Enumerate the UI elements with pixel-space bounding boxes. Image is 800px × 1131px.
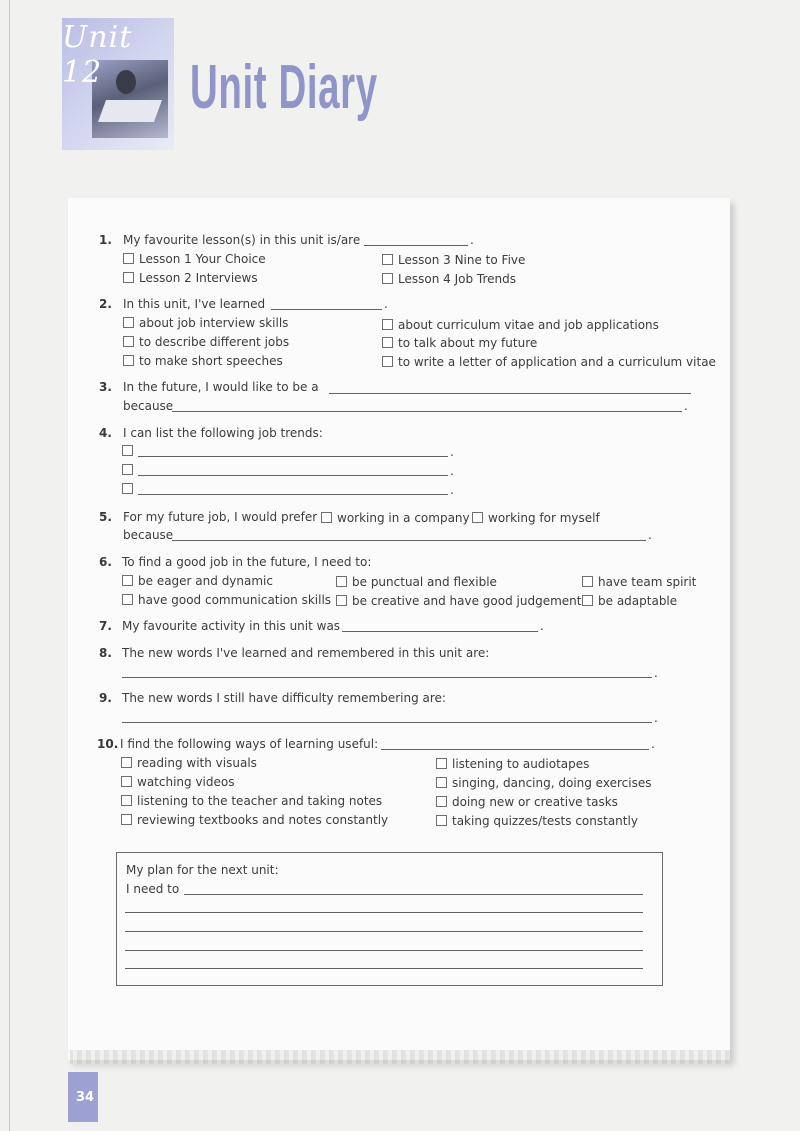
option-label: be punctual and flexible <box>352 575 497 589</box>
checkbox-icon[interactable] <box>336 595 347 606</box>
item-prompt: I find the following ways of learning useful: <box>120 737 379 751</box>
option-label: watching videos <box>137 775 235 789</box>
trend-checkbox[interactable] <box>122 482 138 496</box>
line-end: . <box>450 464 454 478</box>
item-number: 5. <box>99 510 112 524</box>
checkbox-icon[interactable] <box>122 445 133 456</box>
option-checkbox[interactable] <box>122 574 273 588</box>
answer-line[interactable] <box>138 456 448 457</box>
option-label: listening to the teacher and taking notes <box>137 794 383 808</box>
option-label: have good communication skills <box>138 593 332 607</box>
option-checkbox[interactable] <box>436 814 638 828</box>
option-label: doing new or creative tasks <box>452 795 618 809</box>
answer-line[interactable] <box>381 749 649 750</box>
option-checkbox[interactable] <box>382 355 716 369</box>
option-label: have team spirit <box>598 575 697 589</box>
option-label: to talk about my future <box>398 336 538 350</box>
checkbox-icon[interactable] <box>336 576 347 587</box>
answer-line[interactable] <box>329 393 691 394</box>
because-label: because <box>123 399 174 413</box>
line-end: . <box>684 399 688 413</box>
option-checkbox[interactable] <box>382 253 525 267</box>
answer-line[interactable] <box>172 411 682 412</box>
line-end: . <box>540 619 544 633</box>
plan-lead: I need to <box>126 882 180 896</box>
answer-line[interactable] <box>122 677 652 678</box>
option-checkbox[interactable] <box>123 335 289 349</box>
option-label: singing, dancing, doing exercises <box>452 776 652 790</box>
option-checkbox[interactable] <box>121 813 388 827</box>
answer-line[interactable] <box>172 540 646 541</box>
plan-title: My plan for the next unit: <box>126 863 279 877</box>
option-checkbox[interactable] <box>382 336 537 350</box>
item-number: 4. <box>99 426 112 440</box>
option-label: to write a letter of application and a curriculum vitae <box>398 355 716 369</box>
checkbox-icon[interactable] <box>122 575 133 586</box>
checkbox-icon[interactable] <box>382 319 393 330</box>
page-number: 34 <box>76 1090 95 1105</box>
item-number: 2. <box>99 297 112 311</box>
item-number: 6. <box>99 555 112 569</box>
option-checkbox[interactable] <box>122 593 331 607</box>
option-label: listening to audiotapes <box>452 757 590 771</box>
item-prompt: My favourite activity in this unit was <box>122 619 341 633</box>
item-prompt: My favourite lesson(s) in this unit is/are <box>123 233 361 247</box>
option-checkbox[interactable] <box>123 271 258 285</box>
checkbox-icon[interactable] <box>123 336 134 347</box>
plan-line[interactable] <box>125 950 643 951</box>
option-checkbox[interactable] <box>336 594 581 608</box>
answer-line[interactable] <box>271 309 382 310</box>
item-prompt: The new words I've learned and remembered in this unit are: <box>122 646 490 660</box>
because-label: because <box>123 528 174 542</box>
checkbox-icon[interactable] <box>123 253 134 264</box>
checkbox-icon[interactable] <box>121 814 132 825</box>
line-end: . <box>651 737 655 751</box>
checkbox-icon[interactable] <box>122 594 133 605</box>
answer-line[interactable] <box>138 475 448 476</box>
line-end: . <box>654 711 658 725</box>
option-checkbox[interactable] <box>121 775 234 789</box>
plan-line[interactable] <box>184 894 643 895</box>
line-end: . <box>470 233 474 247</box>
item-number: 3. <box>99 380 112 394</box>
option-label: about job interview skills <box>139 316 289 330</box>
option-label: Lesson 1 Your Choice <box>139 252 266 266</box>
item-number: 9. <box>99 691 112 705</box>
item-prompt: For my future job, I would prefer <box>123 510 318 524</box>
option-label: taking quizzes/tests constantly <box>452 814 638 828</box>
checkbox-icon[interactable] <box>382 356 393 367</box>
option-label: working for myself <box>488 511 600 525</box>
item-prompt: In this unit, I've learned <box>123 297 266 311</box>
item-number: 7. <box>99 619 112 633</box>
option-label: Lesson 4 Job Trends <box>398 272 516 286</box>
page-title: Unit Diary <box>190 53 378 122</box>
option-checkbox[interactable] <box>123 354 283 368</box>
line-end: . <box>648 528 652 542</box>
item-prompt: In the future, I would like to be a <box>123 380 319 394</box>
option-checkbox[interactable] <box>121 756 257 770</box>
option-checkbox[interactable] <box>123 252 266 266</box>
option-label: about curriculum vitae and job applications <box>398 318 659 332</box>
option-label: to make short speeches <box>139 354 283 368</box>
option-checkbox[interactable] <box>321 511 470 525</box>
trend-checkbox[interactable] <box>122 463 138 477</box>
checkbox-icon[interactable] <box>382 254 393 265</box>
answer-line[interactable] <box>364 245 468 246</box>
plan-line[interactable] <box>125 968 643 969</box>
checkbox-icon[interactable] <box>121 795 132 806</box>
option-checkbox[interactable] <box>582 594 677 608</box>
checkbox-icon[interactable] <box>121 776 132 787</box>
option-checkbox[interactable] <box>382 318 659 332</box>
option-checkbox[interactable] <box>472 511 600 525</box>
option-checkbox[interactable] <box>121 794 382 808</box>
line-end: . <box>450 483 454 497</box>
checkbox-icon[interactable] <box>436 796 447 807</box>
plan-line[interactable] <box>125 931 643 932</box>
option-label: to describe different jobs <box>139 335 290 349</box>
checkbox-icon[interactable] <box>472 512 483 523</box>
checkbox-icon[interactable] <box>382 273 393 284</box>
item-prompt: I can list the following job trends: <box>123 426 323 440</box>
trend-checkbox[interactable] <box>122 444 138 458</box>
option-label: Lesson 3 Nine to Five <box>398 253 526 267</box>
option-label: be creative and have good judgement <box>352 594 582 608</box>
option-checkbox[interactable] <box>436 795 618 809</box>
checkbox-icon[interactable] <box>382 337 393 348</box>
checkbox-icon[interactable] <box>123 272 134 283</box>
checkbox-icon[interactable] <box>436 758 447 769</box>
plan-line[interactable] <box>125 912 643 913</box>
answer-line[interactable] <box>122 722 652 723</box>
option-label: be adaptable <box>598 594 678 608</box>
item-number: 10. <box>97 737 119 751</box>
option-checkbox[interactable] <box>123 316 288 330</box>
checkbox-icon[interactable] <box>123 317 134 328</box>
option-checkbox[interactable] <box>382 272 516 286</box>
line-end: . <box>450 445 454 459</box>
item-number: 1. <box>99 233 112 247</box>
option-checkbox[interactable] <box>582 575 696 589</box>
item-prompt: To find a good job in the future, I need to: <box>122 555 372 569</box>
option-label: Lesson 2 Interviews <box>139 271 258 285</box>
item-number: 8. <box>99 646 112 660</box>
checkbox-icon[interactable] <box>123 355 134 366</box>
checkbox-icon[interactable] <box>321 512 332 523</box>
checkbox-icon[interactable] <box>436 777 447 788</box>
option-label: reading with visuals <box>137 756 257 770</box>
option-checkbox[interactable] <box>436 757 589 771</box>
option-label: reviewing textbooks and notes constantly <box>137 813 389 827</box>
page-number-tab <box>68 1072 98 1122</box>
line-end: . <box>654 666 658 680</box>
answer-line[interactable] <box>138 494 448 495</box>
option-checkbox[interactable] <box>336 575 497 589</box>
line-end: . <box>384 297 388 311</box>
option-checkbox[interactable] <box>436 776 651 790</box>
unit-label: Unit 12 <box>62 20 133 90</box>
item-prompt: The new words I still have difficulty remembering are: <box>122 691 446 705</box>
option-label: be eager and dynamic <box>138 574 273 588</box>
checkbox-icon[interactable] <box>436 815 447 826</box>
checkbox-icon[interactable] <box>121 757 132 768</box>
option-label: working in a company <box>337 511 470 525</box>
answer-line[interactable] <box>342 631 538 632</box>
checkbox-icon[interactable] <box>582 595 593 606</box>
checkbox-icon[interactable] <box>122 483 133 494</box>
checkbox-icon[interactable] <box>582 576 593 587</box>
checkbox-icon[interactable] <box>122 464 133 475</box>
